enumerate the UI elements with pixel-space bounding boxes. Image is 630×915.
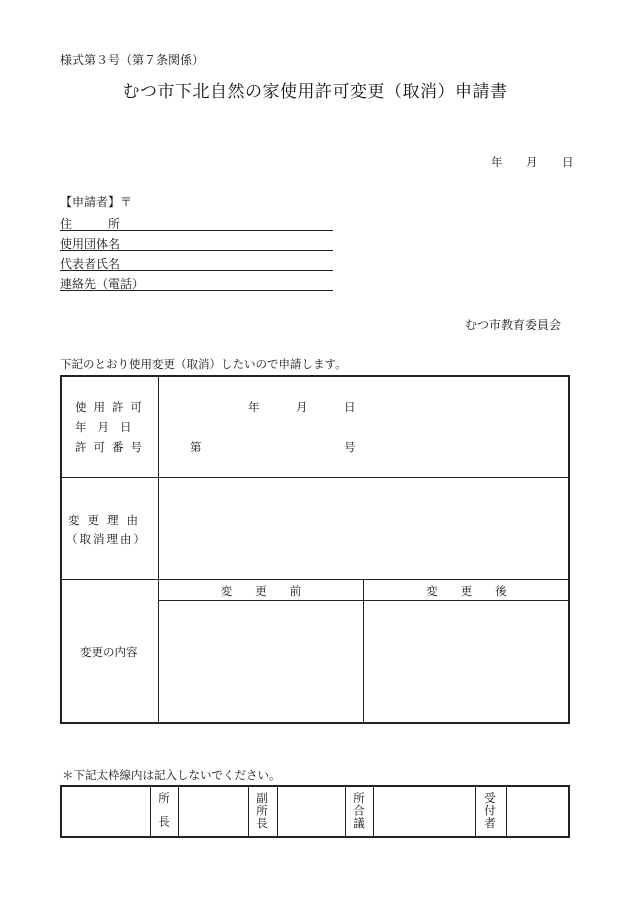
permit-dai: 第 <box>190 440 202 454</box>
office-divider <box>150 786 151 837</box>
director-label: 所長 <box>157 792 171 839</box>
reason-label-sub: （取消理由） <box>66 532 147 546</box>
representative-label: 代表者氏名 <box>60 257 121 271</box>
table-divider <box>61 579 569 580</box>
vice-director-label: 副所長 <box>255 792 269 830</box>
contact-field[interactable] <box>60 273 333 291</box>
permit-year: 年 <box>248 400 260 414</box>
after-input-cell[interactable] <box>364 601 569 723</box>
permit-gou: 号 <box>344 440 356 454</box>
permit-input-cell[interactable] <box>159 376 569 477</box>
contact-label: 連絡先（電話） <box>60 277 145 291</box>
date-day: 日 <box>562 155 574 169</box>
applicant-heading: 【申請者】〒 <box>60 195 133 209</box>
office-divider <box>277 786 278 837</box>
content-label: 変更の内容 <box>80 645 138 659</box>
permit-date-label: 使用許可 <box>75 400 149 414</box>
address-label: 住 所 <box>60 217 121 231</box>
office-divider <box>475 786 476 837</box>
office-divider <box>373 786 374 837</box>
permit-date-label-2: 年月日 <box>75 420 143 434</box>
date-month: 月 <box>526 155 538 169</box>
recipient: むつ市教育委員会 <box>465 318 562 332</box>
intro-text: 下記のとおり使用変更（取消）したいので申請します。 <box>60 357 347 371</box>
group-name-label: 使用団体名 <box>60 237 121 251</box>
group-name-field[interactable] <box>60 233 333 251</box>
office-divider <box>178 786 179 837</box>
address-field[interactable] <box>60 213 333 231</box>
before-header: 変 更 前 <box>220 584 302 598</box>
consultation-label: 所合議 <box>352 792 366 830</box>
reason-label: 変更理由 <box>68 513 146 527</box>
office-divider <box>345 786 346 837</box>
date-year: 年 <box>491 155 503 169</box>
before-input-cell[interactable] <box>159 601 363 723</box>
permit-number-label: 許可番号 <box>75 440 149 454</box>
representative-field[interactable] <box>60 253 333 271</box>
permit-month: 月 <box>296 400 308 414</box>
office-note: ＊下記太枠線内は記入しないでください。 <box>62 768 281 782</box>
office-divider <box>506 786 507 837</box>
after-header: 変 更 後 <box>426 584 507 598</box>
reason-input-cell[interactable] <box>159 478 569 579</box>
receiver-label: 受付者 <box>483 792 497 830</box>
office-divider <box>248 786 249 837</box>
form-number: 様式第３号（第７条関係） <box>60 53 205 67</box>
permit-day: 日 <box>344 400 356 414</box>
page-title: むつ市下北自然の家使用許可変更（取消）申請書 <box>122 82 508 102</box>
